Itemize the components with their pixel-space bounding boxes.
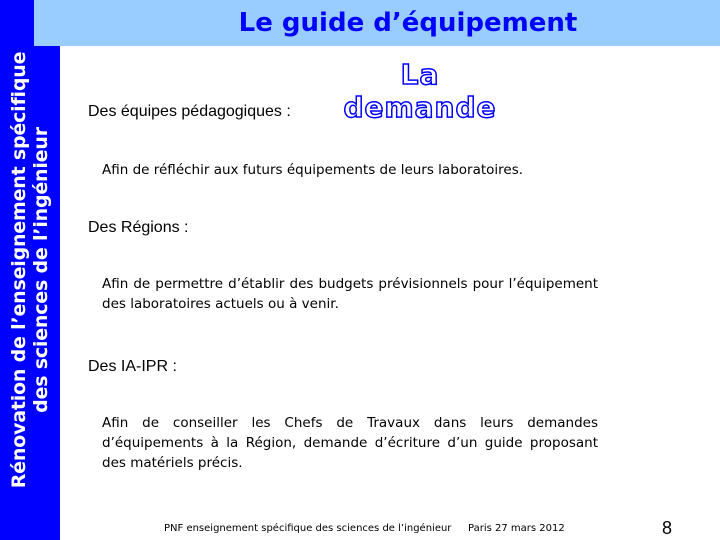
section-heading: La demande: [343, 58, 497, 124]
footer-date: Paris 27 mars 2012: [468, 523, 565, 534]
page-title: Le guide d’équipement: [238, 8, 578, 38]
sidebar: [0, 0, 60, 540]
block-text-ia-ipr: Afin de conseiller les Chefs de Travaux dans leurs demandes d’équipements à la Région, demande d’écriture d’un guide proposant des matériels précis.: [102, 415, 598, 471]
side-title-line-2: des sciences de l’ingénieur: [30, 127, 52, 413]
block-text-regions: Afin de permettre d’établir des budgets prévisionnels pour l’équipement des laboratoires actuels ou à venir.: [102, 276, 598, 312]
side-title: [0, 0, 60, 540]
block-heading-equipes: Des équipes pédagogiques :: [88, 103, 291, 120]
page-number: 8: [662, 518, 673, 538]
block-heading-ia-ipr: Des IA-IPR :: [88, 358, 177, 375]
footer-label: PNF enseignement spécifique des sciences de l’ingénieur: [164, 523, 452, 534]
side-title-line-1: Rénovation de l’enseignement spécifique: [8, 51, 30, 489]
title-bar: [34, 0, 720, 46]
block-text-equipes: Afin de réfléchir aux futurs équipements de leurs laboratoires.: [102, 162, 524, 178]
block-heading-regions: Des Régions :: [88, 219, 189, 236]
